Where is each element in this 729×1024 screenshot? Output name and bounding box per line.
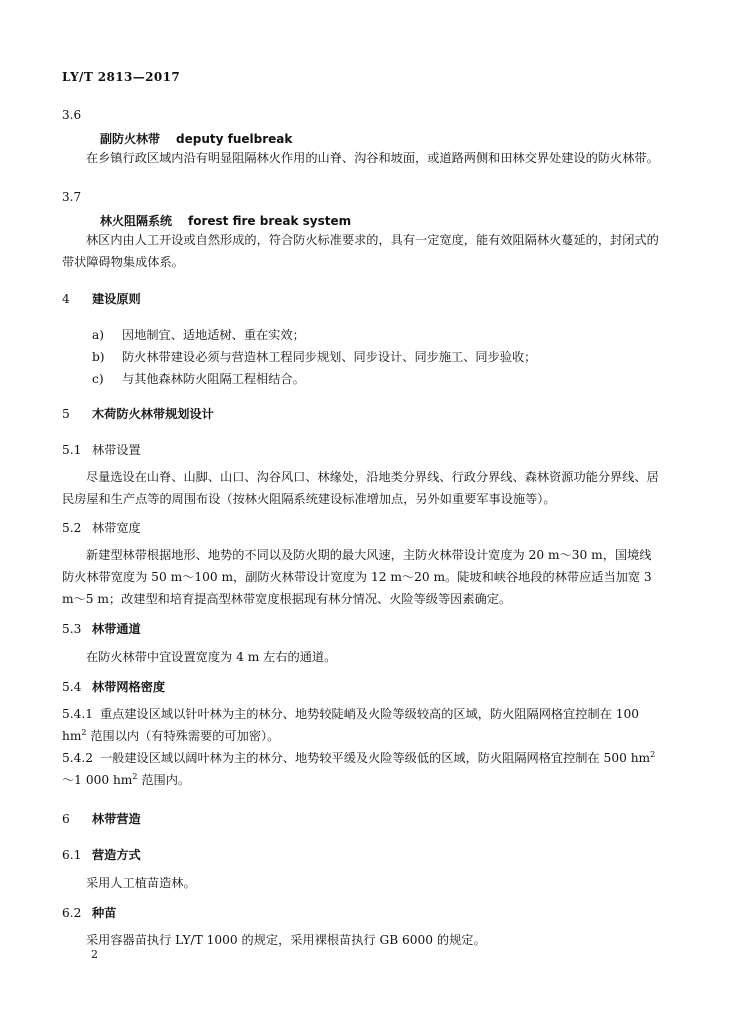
term-name-3-7: [100, 212, 351, 229]
subsection-5-2-heading: [62, 519, 141, 536]
list-text: 因地制宜、适地适树、重在实效；: [122, 328, 305, 342]
term-name-cn: 副防火林带: [100, 132, 161, 146]
subsection-5-3-heading: [62, 620, 141, 637]
term-name-en: deputy fuelbreak: [176, 132, 293, 146]
clause-text-b: 范围以内（有特殊需要的可加密）。: [86, 729, 280, 743]
subsection-number: 6.2: [62, 906, 82, 920]
section-number: 6: [62, 812, 70, 826]
subsection-6-1-heading: [62, 846, 141, 863]
subsection-5-3-text: 在防火林带中宜设置宽度为 4 m 左右的通道。: [86, 650, 337, 664]
subsection-title: 林带宽度: [92, 521, 141, 535]
standard-code-header: LY/T 2813—2017: [62, 70, 181, 84]
section-title: 木荷防火林带规划设计: [92, 407, 214, 421]
subsection-5-4-heading: [62, 678, 165, 695]
subsection-title: 林带设置: [92, 443, 141, 457]
subsection-number: 6.1: [62, 848, 82, 862]
clause-text-a: 一般建设区域以阔叶林为主的林分、地势较平缓及火险等级低的区域，防火阻隔网格宜控制在 500 hm: [100, 751, 651, 765]
list-marker: c): [92, 372, 104, 386]
subsection-number: 5.2: [62, 521, 82, 535]
clause-text-a: 重点建设区域以针叶林为主的林分、地势较陡峭及火险等级较高的区域，防火阻隔网格宜控制在 100 hm: [62, 707, 640, 743]
section-6-heading: [62, 810, 141, 827]
subsection-5-2-text: 新建型林带根据地形、地势的不同以及防火期的最大风速，主防火林带设计宽度为 20 m～30 m，国境线防火林带宽度为 50 m～100 m，副防火林带设计宽度为 12 m～20 m。陡坡和峡谷地段的林带应适当加宽 3 m～5 m；改建型和培育提高型林带宽度根据现有林分情况、火险等级等因素确定。: [62, 548, 652, 606]
subsection-title: 林带通道: [92, 622, 141, 636]
superscript: 2: [132, 771, 138, 781]
clause-number: 5.4.2: [62, 751, 94, 765]
term-number-3-7: 3.7: [62, 190, 82, 204]
list-text: 防火林带建设必须与营造林工程同步规划、同步设计、同步施工、同步验收；: [122, 350, 537, 364]
subsection-number: 5.3: [62, 622, 82, 636]
superscript: 2: [650, 749, 656, 759]
section-title: 林带营造: [92, 812, 141, 826]
subsection-5-1-text: 尽量选设在山脊、山脚、山口、沟谷风口、林缘处，沿地类分界线、行政分界线、森林资源功能分界线、居民房屋和生产点等的周围布设（按林火阻隔系统建设标准增加点，另外如重要军事设施等）。: [62, 470, 659, 506]
clause-5-4-2: [62, 747, 662, 791]
term-definition-3-7: 林区内由人工开设或自然形成的，符合防火标准要求的，具有一定宽度，能有效阻隔林火蔓延的，封闭式的带状障碍物集成体系。: [62, 233, 659, 269]
subsection-title: 林带网格密度: [92, 680, 166, 694]
subsection-6-1-text: 采用人工植苗造林。: [86, 876, 196, 890]
superscript: 2: [81, 727, 87, 737]
clause-text-b: 范围内。: [137, 773, 191, 787]
section-number: 5: [62, 407, 70, 421]
list-marker: b): [92, 350, 105, 364]
list-item-b: [92, 348, 536, 365]
term-name-cn: 林火阻隔系统: [100, 214, 173, 228]
subsection-title: 种苗: [92, 906, 117, 920]
term-definition-3-6: 在乡镇行政区域内沿有明显阻隔林火作用的山脊、沟谷和坡面，或道路两侧和田林交界处建设的防火林带。: [86, 151, 659, 165]
subsection-number: 5.1: [62, 443, 82, 457]
term-number-3-6: 3.6: [62, 108, 82, 122]
subsection-6-2-text: 采用容器苗执行 LY/T 1000 的规定，采用裸根苗执行 GB 6000 的规定。: [86, 933, 486, 947]
clause-text-mid: ～1 000 hm: [62, 773, 133, 787]
subsection-5-1-heading: [62, 441, 141, 458]
list-text: 与其他森林防火阻隔工程相结合。: [122, 372, 305, 386]
section-title: 建设原则: [92, 292, 141, 306]
clause-5-4-1: [62, 703, 662, 747]
subsection-number: 5.4: [62, 680, 82, 694]
term-name-3-6: [100, 130, 292, 147]
clause-number: 5.4.1: [62, 707, 94, 721]
term-name-en: forest fire break system: [188, 214, 352, 228]
list-item-c: [92, 370, 305, 387]
page-number: 2: [91, 948, 98, 961]
section-4-heading: [62, 290, 141, 307]
subsection-6-2-heading: [62, 904, 116, 921]
list-marker: a): [92, 328, 105, 342]
section-5-heading: [62, 405, 214, 422]
section-number: 4: [62, 292, 70, 306]
list-item-a: [92, 326, 305, 343]
subsection-title: 营造方式: [92, 848, 141, 862]
